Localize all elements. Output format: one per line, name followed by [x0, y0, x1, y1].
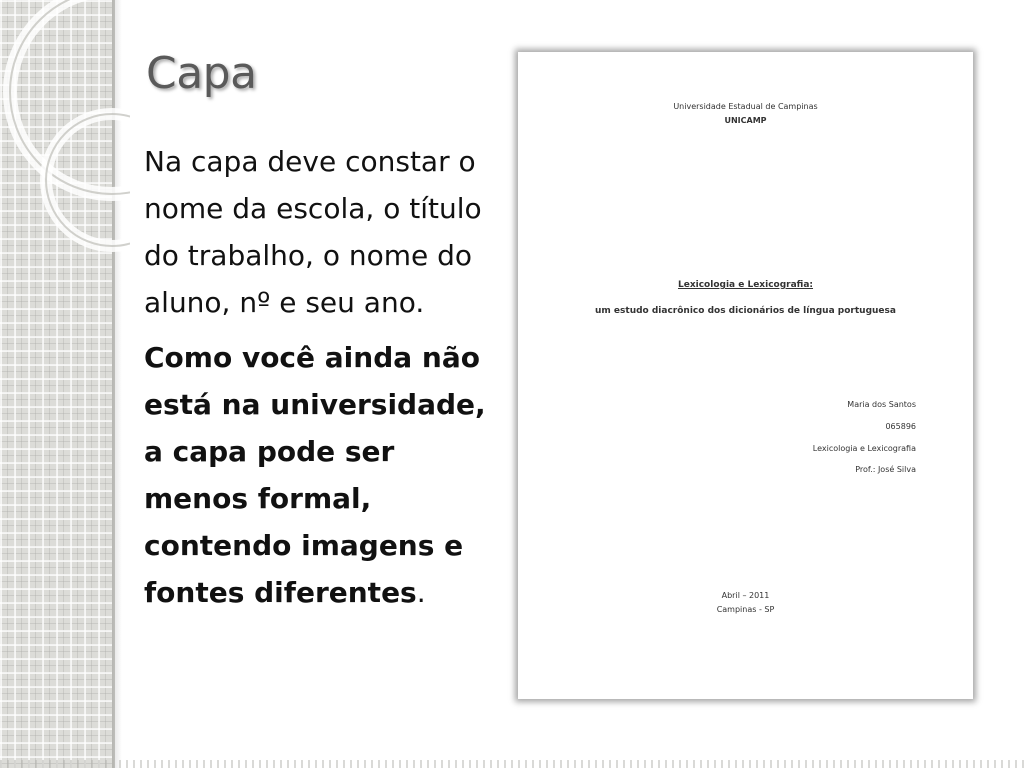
body-paragraph-2: [144, 334, 496, 616]
doc-title: Lexicologia e Lexicografia:: [677, 280, 814, 290]
doc-professor: Prof.: José Silva: [855, 465, 916, 474]
body-paragraph-2-bold: Como você ainda não está na universidade, a capa pode ser menos formal, contendo imagens e fontes diferentes: [144, 341, 486, 609]
doc-course: Lexicologia e Lexicografia: [812, 444, 916, 453]
doc-date: Abril – 2011: [721, 591, 770, 600]
slide-body: [144, 138, 496, 616]
doc-university: Universidade Estadual de Campinas: [673, 102, 818, 111]
doc-author: Maria dos Santos: [847, 400, 916, 409]
doc-subtitle: um estudo diacrônico dos dicionários de língua portuguesa: [595, 306, 896, 316]
doc-student-number: 065896: [885, 422, 916, 431]
body-paragraph-1: Na capa deve constar o nome da escola, o título do trabalho, o nome do aluno, nº e seu ano.: [144, 145, 482, 319]
decorative-circles: [0, 0, 130, 260]
doc-acronym: UNICAMP: [724, 116, 767, 125]
bottom-decorative-band: [0, 760, 1024, 768]
body-paragraph-2-period: .: [416, 576, 426, 609]
document-cover-image: [518, 52, 973, 699]
doc-city: Campinas - SP: [716, 605, 775, 614]
slide-title: Capa: [146, 48, 257, 99]
